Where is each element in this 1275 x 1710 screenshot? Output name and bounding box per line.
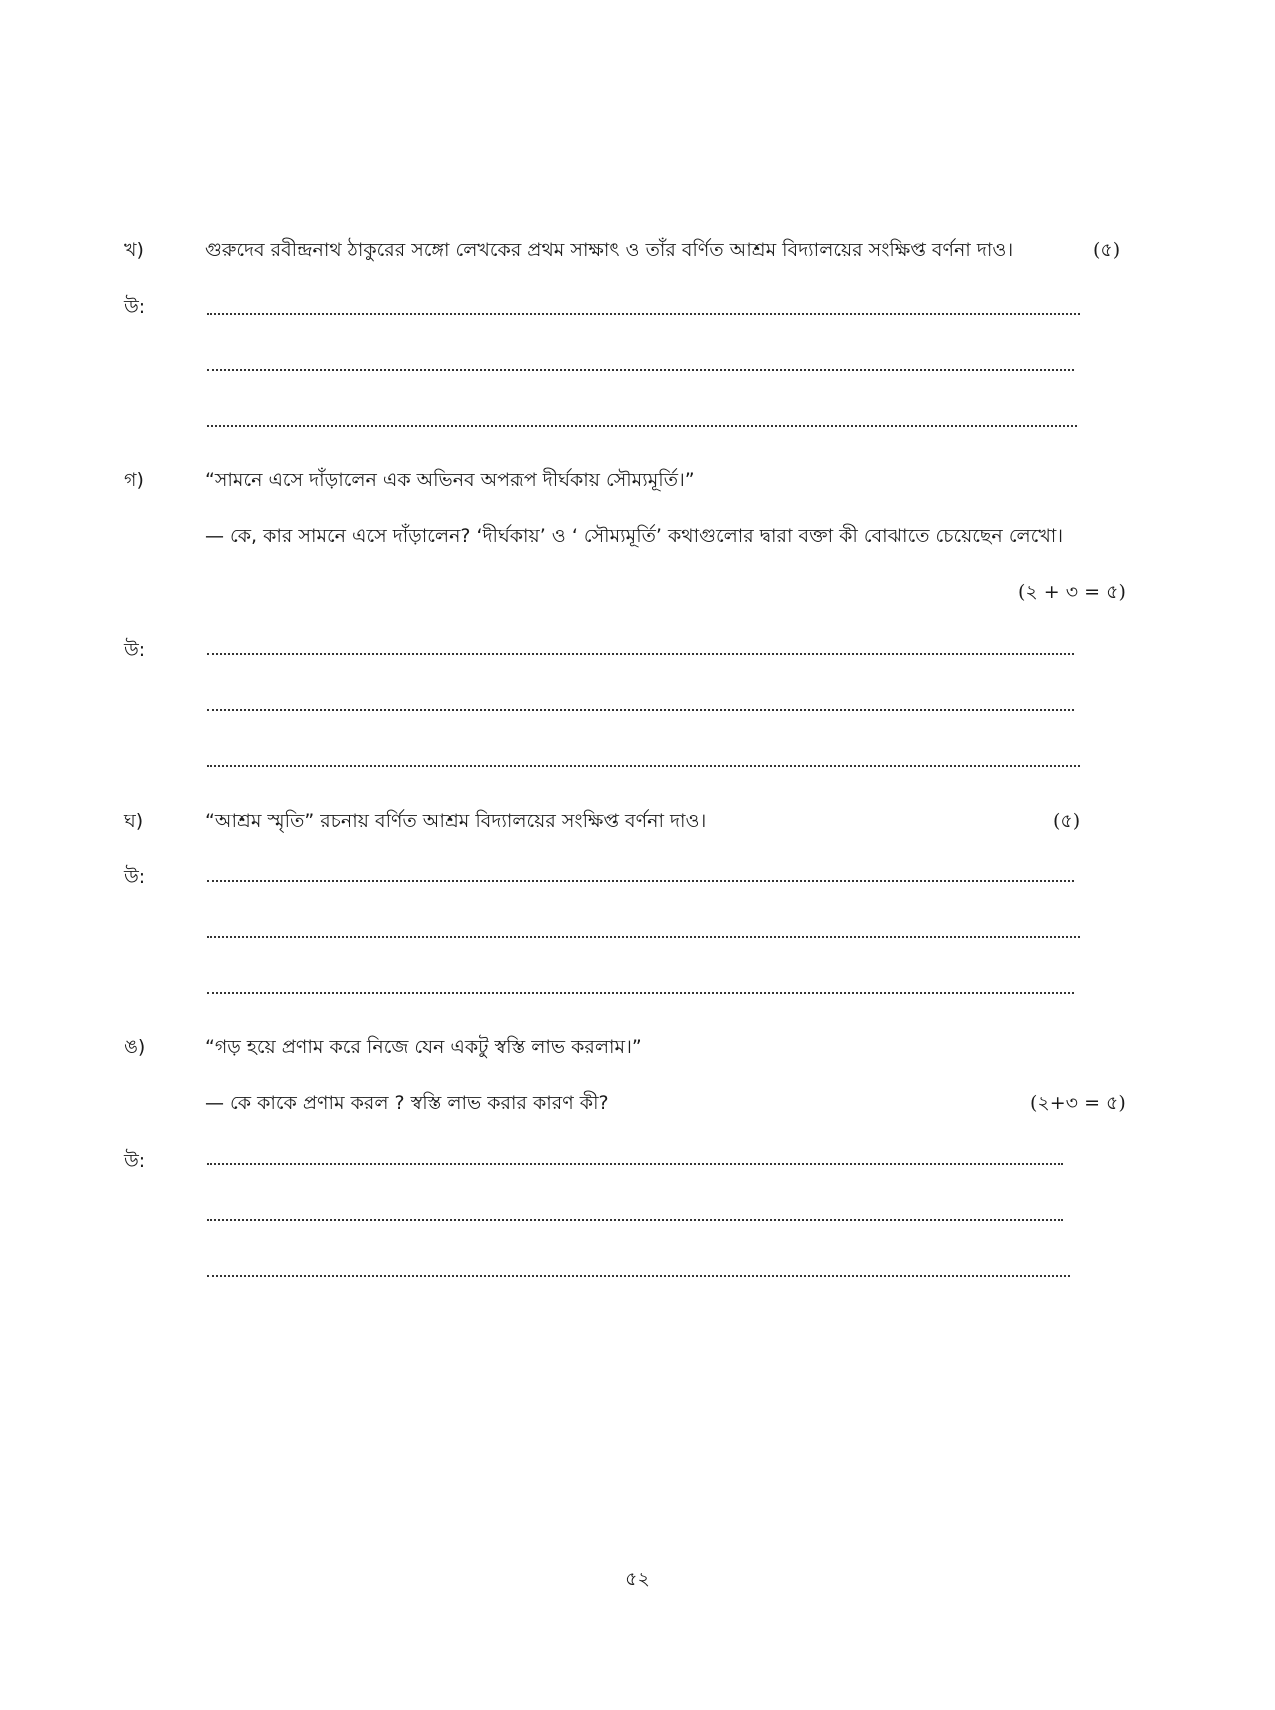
question-label: গ) bbox=[124, 469, 144, 491]
question-text: — কে কাকে প্রণাম করল ? স্বস্তি লাভ করার কারণ কী? bbox=[205, 1092, 609, 1114]
answer-line[interactable] bbox=[207, 653, 1074, 655]
answer-label: উ: bbox=[124, 296, 146, 318]
question-label: ঘ) bbox=[124, 810, 144, 832]
answer-label: উ: bbox=[124, 866, 146, 888]
question-text: “আশ্রম স্মৃতি” রচনায় বর্ণিত আশ্রম বিদ্যালয়ের সংক্ষিপ্ত বর্ণনা দাও। bbox=[205, 810, 707, 832]
answer-line[interactable] bbox=[207, 1163, 1063, 1165]
question-label: ঙ) bbox=[124, 1036, 146, 1058]
quote-text: “গড় হয়ে প্রণাম করে নিজে যেন একটু স্বস্তি লাভ করলাম।” bbox=[205, 1036, 642, 1058]
answer-line[interactable] bbox=[207, 1275, 1070, 1277]
question-text: গুরুদেব রবীন্দ্রনাথ ঠাকুরের সঙ্গো লেখকের প্রথম সাক্ষাৎ ও তাঁর বর্ণিত আশ্রম বিদ্যালয়ের সংক্ষিপ্ত বর্ণনা দাও। bbox=[205, 239, 1014, 261]
answer-line[interactable] bbox=[207, 313, 1080, 315]
answer-label: উ: bbox=[124, 639, 146, 661]
answer-line[interactable] bbox=[207, 425, 1077, 427]
question-label: খ) bbox=[124, 239, 144, 261]
answer-line[interactable] bbox=[207, 1219, 1063, 1221]
question-text: — কে, কার সামনে এসে দাঁড়ালেন? ‘দীর্ঘকায়’ ও ‘ সৌম্যমূর্তি’ কথাগুলোর দ্বারা বক্তা কী বোঝাতে চেয়েছেন লেখো। bbox=[205, 525, 1064, 547]
quote-text: “সামনে এসে দাঁড়ালেন এক অভিনব অপরূপ দীর্ঘকায় সৌম্যমূর্তি।” bbox=[205, 469, 695, 491]
page-number: ৫২ bbox=[625, 1568, 650, 1590]
answer-label: উ: bbox=[124, 1150, 146, 1172]
answer-line[interactable] bbox=[207, 709, 1074, 711]
answer-line[interactable] bbox=[207, 880, 1074, 882]
answer-line[interactable] bbox=[207, 992, 1074, 994]
answer-line[interactable] bbox=[207, 936, 1080, 938]
marks: (২+৩ = ৫) bbox=[1030, 1092, 1126, 1114]
answer-line[interactable] bbox=[207, 369, 1074, 371]
marks: (৫) bbox=[1053, 810, 1081, 832]
answer-line[interactable] bbox=[207, 765, 1080, 767]
marks: (২ + ৩ = ৫) bbox=[1018, 581, 1126, 603]
marks: (৫) bbox=[1093, 239, 1121, 261]
